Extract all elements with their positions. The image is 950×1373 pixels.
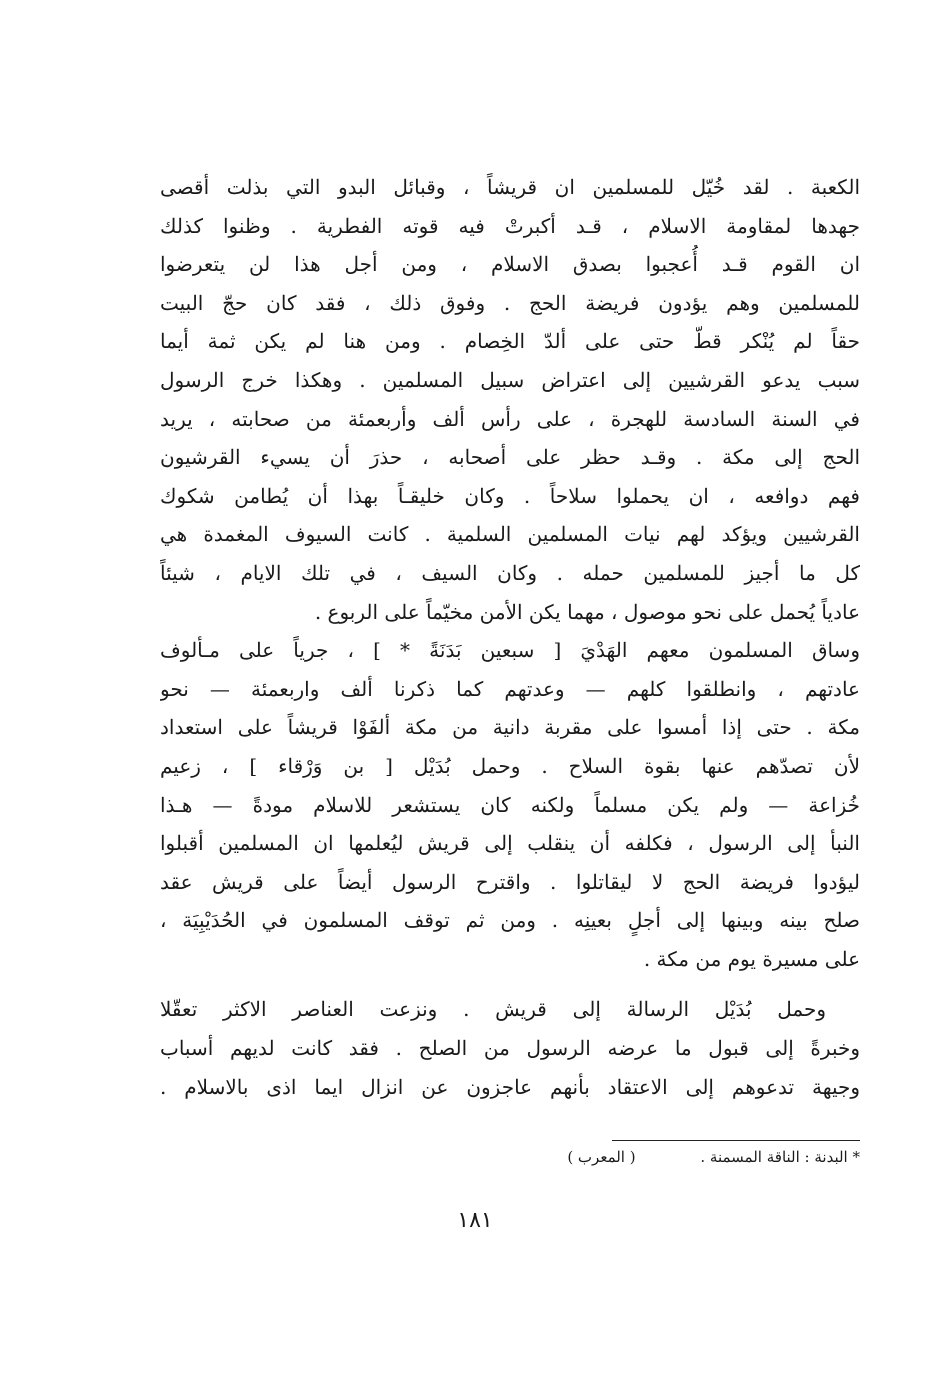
text-line: وساق المسلمون معهم الهَدْيَ [ سبعين بَدَنَةً * ] ، جرياً على مـألوف [160,638,860,663]
text-line: سبب يدعو القرشيين إلى اعتراض سبيل المسلمين . وهكذا خرج الرسول [160,367,860,392]
page-number: ١٨١ [457,1208,493,1233]
text-line: ان القوم قـد أُعجبوا بصدق الاسلام ، ومن أجل هذا لن يتعرضوا [160,252,860,277]
footnote [300,1148,860,1166]
paragraph [160,990,860,1106]
text-line: القرشيين ويؤكد لهم نيات المسلمين السلمية . كانت السيوف المغمدة هي [160,522,860,547]
paragraph [160,631,860,978]
footnote-text: * البدنة : الناقة المسمنة . [700,1148,860,1166]
text-line: وخبرةً إلى قبول ما عرضه الرسول من الصلح . فقد كانت لديهم أسباب [160,1036,860,1061]
text-line: وجيهة تدعوهم إلى الاعتقاد بأنهم عاجزون عن انزال ايما اذى بالاسلام . [160,1074,860,1099]
text-line: فهم دوافعه ، ان يحملوا سلاحاً . وكان خليقـاً بهذا أن يُطامن شكوك [160,483,860,508]
text-line: كل ما أجيز للمسلمين حمله . وكان السيف ، في تلك الايام ، شيئاً [160,560,860,585]
text-line: حقاً لم يُنْكر قطّ حتى على ألدّ الخِصام . ومن هنا لم يكن ثمة أيما [160,329,860,354]
text-line: لأن تصدّهم عنها بقوة السلاح . وحمل بُدَيْل [ بن وَرْقاء ] ، زعيم [160,753,860,778]
text-line: في السنة السادسة للهجرة ، على رأس ألف وأربعمئة من صحابته ، يريد [160,406,860,431]
text-line: عادتهم ، وانطلقوا كلهم — وعدتهم كما ذكرنا ألف واربعمئة — نحو [160,676,860,701]
text-line: ليؤدوا فريضة الحج لا ليقاتلوا . واقترح الرسول أيضاً على قريش عقد [160,869,860,894]
text-line: خُزاعة — ولم يكن مسلماً ولكنه كان يستشعر للاسلام مودةً — هـذا [160,792,860,817]
text-line: صلح بينه وبينها إلى أجلٍ بعينِه . ومن ثم توقف المسلمون في الحُدَيْبِيَة ، [160,908,860,933]
text-line: النبأ إلى الرسول ، فكلفه أن ينقلب إلى قريش ليُعلمها ان المسلمين أقبلوا [160,831,860,856]
paragraph [160,168,860,631]
text-line: وحمل بُدَيْل الرسالة إلى قريش . ونزعت العناصر الاكثر تعقّلا [160,997,826,1022]
text-line: الحج إلى مكة . وقـد حظر على أصحابه ، حذرَ أن يسيء القرشيون [160,445,860,470]
text-line: مكة . حتى إذا أمسوا على مقربة دانية من مكة ألفَوْا قريشاً على استعداد [160,715,860,740]
body-text [160,168,860,1106]
text-line: عادياً يُحمل على نحو موصول ، مهما يكن الأمن مخيّماً على الربوع . [314,599,860,624]
text-line: الكعبة . لقد خُيّل للمسلمين ان قريشاً ، وقبائل البدو التي بذلت أقصى [160,175,860,199]
footnote-attribution: ( المعرب ) [567,1148,636,1166]
text-line: للمسلمين وهم يؤدون فريضة الحج . وفوق ذلك ، فقد كان حجّ البيت [160,290,860,315]
footnote-divider [612,1140,860,1141]
text-line: على مسيرة يوم من مكة . [643,946,860,971]
text-line: جهدها لمقاومة الاسلام ، قـد أكبرتْ فيه قوته الفطرية . وظنوا كذلك [160,213,860,238]
